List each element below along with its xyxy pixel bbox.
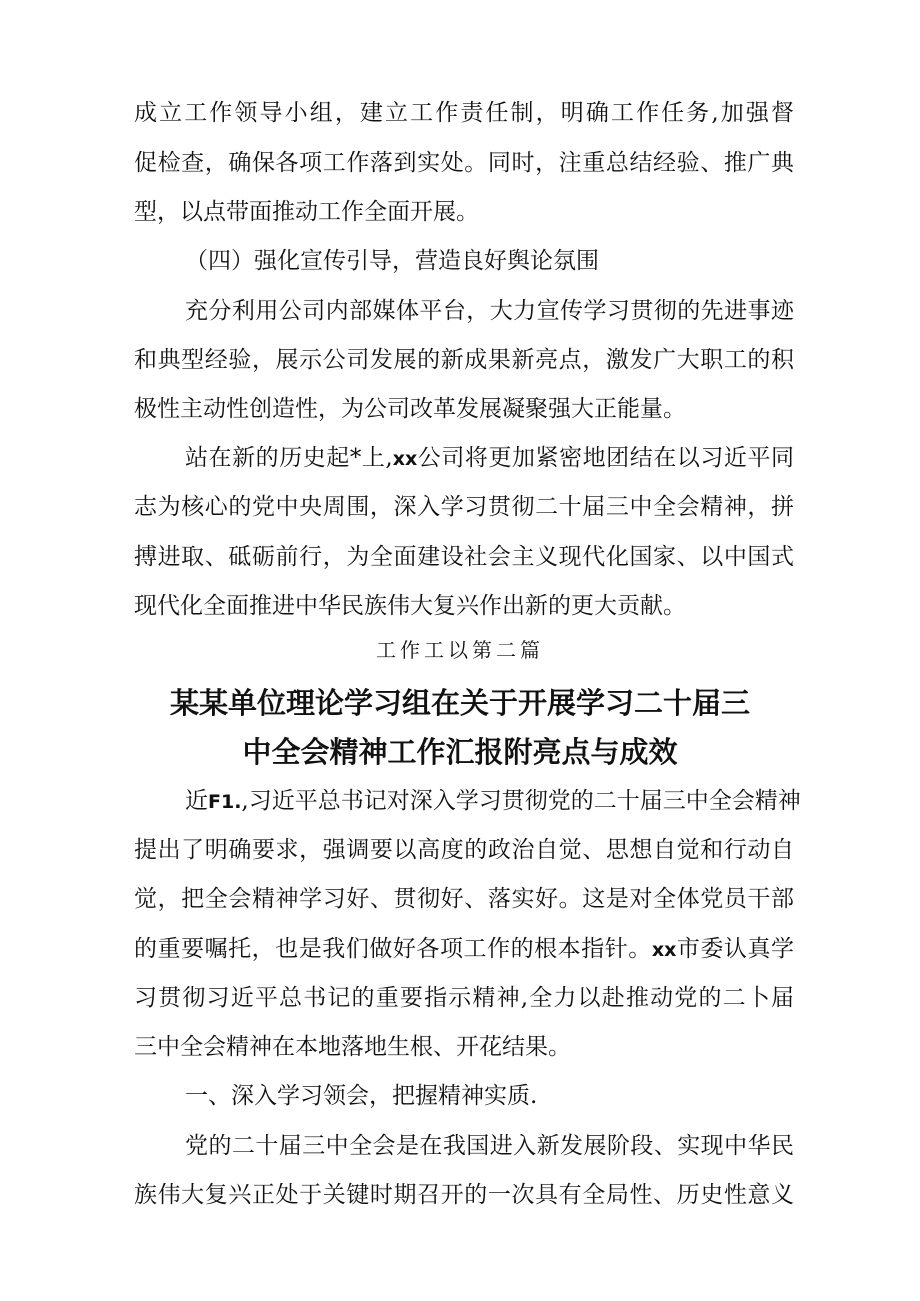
text-fragment: xx — [651, 939, 677, 961]
document-title-line: 某某单位理论学习组在关于开展学习二十届三 — [169, 686, 750, 720]
paragraph-line: 提出了明确要求，强调要以高度的政治自觉、思想自觉和行动自 — [134, 837, 794, 863]
paragraph-line: 志为核心的党中央周围，深入学习贯彻二十届三中全会精神，拼 — [134, 494, 794, 520]
paragraph-line: 习贯彻习近平总书记的重要指示精神,全力以赴推动党的二卜届 — [134, 985, 794, 1011]
paragraph-line: 党的二十届三中全会是在我国进入新发展阶段、实现中华民 — [185, 1133, 794, 1159]
text-fragment: 市委认真学 — [676, 936, 795, 962]
section-label: 工作工以第二篇 — [376, 638, 544, 662]
paragraph-line: 三中全会精神在本地落地生根、开花结果。 — [134, 1034, 571, 1060]
text-fragment: F1. — [208, 791, 242, 813]
section-heading-1: 一、深入学习领会，把握精神实质. — [185, 1083, 538, 1109]
document-title-line: 中全会精神工作汇报附亮点与成效 — [242, 735, 678, 769]
paragraph-line — [134, 934, 794, 965]
paragraph-line: 族伟大复兴正处于关键时期召开的一次具有全局性、历史性意义 — [134, 1182, 794, 1208]
section-heading-4: （四）强化宣传引导，营造良好舆论氛围 — [185, 248, 599, 274]
text-fragment: 近 — [185, 788, 208, 814]
paragraph-line: 和典型经验，展示公司发展的新成果新亮点，激发广大职工的积 — [134, 347, 794, 373]
paragraph-line: 促检查，确保各项工作落到实处。同时，注重总结经验、推广典 — [134, 150, 794, 176]
text-fragment: ,习近平总书记对深入学习贯彻党的二十届三中全会精神 — [241, 788, 801, 814]
text-fragment: 公司将更加紧密地团结在以习近平同 — [417, 445, 794, 471]
paragraph-line: 型，以点带面推动工作全面开展。 — [134, 199, 479, 225]
paragraph-line: 成立工作领导小组，建立工作责任制，明确工作任务,加强督 — [134, 100, 794, 126]
paragraph-line: 觉，把全会精神学习好、贯彻好、落实好。这是对全体党员干部 — [134, 886, 794, 912]
text-fragment: xx — [392, 448, 418, 470]
paragraph-line — [185, 786, 801, 817]
paragraph-line: 现代化全面推进中华民族伟大复兴作出新的更大贡献。 — [134, 593, 686, 619]
paragraph-line — [185, 443, 794, 474]
paragraph-line: 极性主动性创造性，为公司改革发展凝聚强大正能量。 — [134, 396, 686, 422]
paragraph-line: 搏进取、砥砺前行，为全面建设社会主义现代化国家、以中国式 — [134, 544, 794, 570]
paragraph-line: 充分利用公司内部媒体平台，大力宣传学习贯彻的先进事迹 — [185, 298, 794, 324]
text-fragment: 的重要嘱托，也是我们做好各项工作的根本指针。 — [134, 936, 652, 962]
text-fragment: 站在新的历史起*上, — [185, 445, 393, 471]
